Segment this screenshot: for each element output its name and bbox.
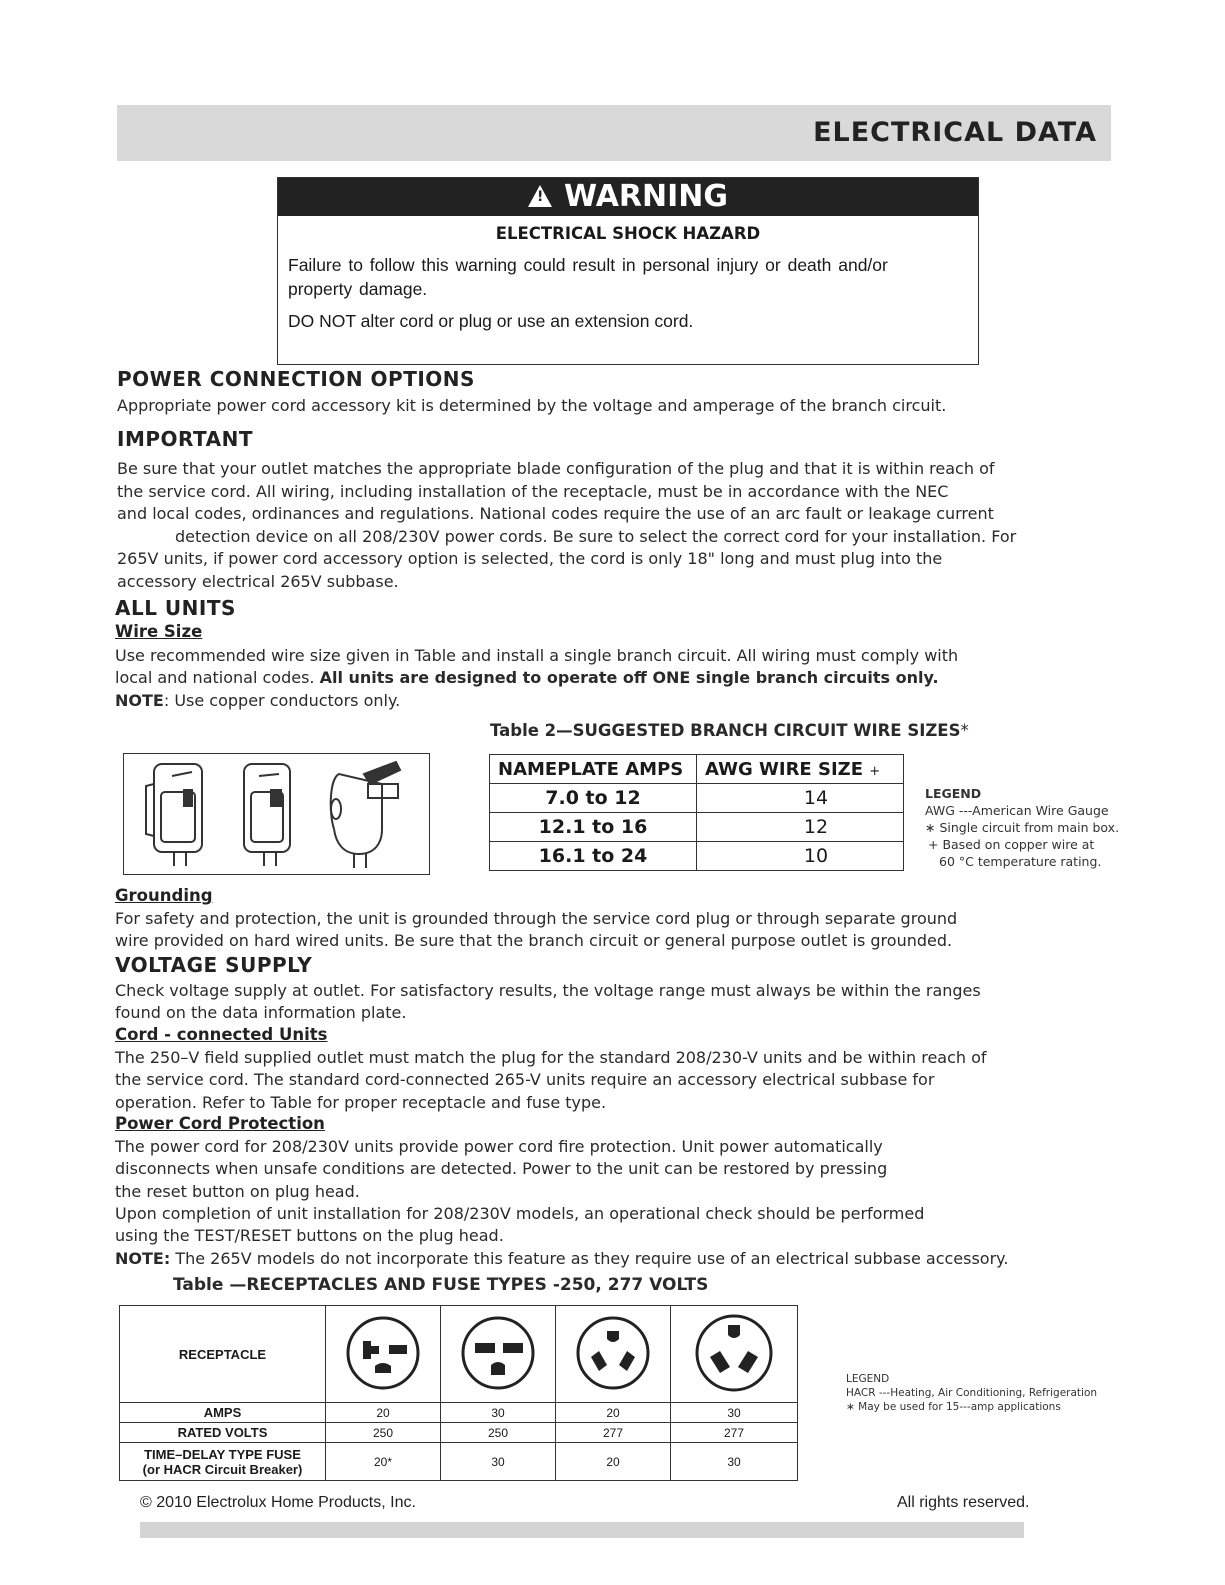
grounding-heading: Grounding [115, 886, 213, 905]
important-title: IMPORTANT [117, 427, 253, 451]
receptacle-20-277-icon [556, 1306, 671, 1403]
power-title: POWER CONNECTION OPTIONS [117, 367, 475, 391]
table-header-awg-text: AWG WIRE SIZE [705, 758, 864, 780]
table-cell: 250 [441, 1423, 556, 1443]
warning-line-1: Failure to follow this warning could result in personal injury or death and/or [288, 255, 888, 275]
copper-note [115, 690, 400, 713]
row-label-fuse-line-2: (or HACR Circuit Breaker) [142, 1461, 303, 1477]
table-row [120, 1423, 798, 1443]
cord-line-2: the service cord. The standard cord-connected 265-V units require an accessory electrical subbase for [115, 1070, 935, 1089]
plug-drawings [124, 754, 429, 874]
table-header-row [490, 755, 904, 784]
table3-caption: Table —RECEPTACLES AND FUSE TYPES -250, 277 VOLTS [173, 1275, 709, 1295]
row-label-amps: AMPS [120, 1403, 326, 1423]
row-label-receptacle: RECEPTACLE [120, 1306, 326, 1403]
table3-legend [846, 1372, 1097, 1414]
legend-title: LEGEND [925, 786, 982, 801]
grounding-line-2: wire provided on hard wired units. Be sure that the branch circuit or general purpose outlet is grounded. [115, 931, 953, 950]
page-title: ELECTRICAL DATA [813, 117, 1097, 148]
table-cell: 20* [326, 1443, 441, 1481]
warning-subheading: ELECTRICAL SHOCK HAZARD [495, 224, 761, 243]
note-label: NOTE: [115, 1249, 171, 1268]
table-cell: 30 [671, 1403, 798, 1423]
footer-bar [140, 1522, 1024, 1538]
table-row [490, 813, 904, 842]
table2-legend [925, 785, 1119, 870]
voltage-title: VOLTAGE SUPPLY [115, 953, 313, 977]
table-cell-awg: 14 [697, 784, 904, 813]
legend-line: ∗ May be used for 15---amp applications [846, 1401, 1061, 1413]
table-cell: 30 [441, 1403, 556, 1423]
legend-line: + Based on copper wire at [928, 837, 1095, 852]
legend-title: LEGEND [846, 1373, 890, 1385]
table-cell: 20 [326, 1403, 441, 1423]
legend-line: ∗ Single circuit from main box. [925, 820, 1120, 835]
table-cell-amps: 16.1 to 24 [490, 842, 697, 871]
important-line-3: and local codes, ordinances and regulations. National codes require the use of an arc fault or leakage current [117, 504, 994, 523]
cord-line-1: The 250–V field supplied outlet must match the plug for the standard 208/230-V units and be within reach of [115, 1048, 987, 1067]
table-header-amps: NAMEPLATE AMPS [490, 755, 697, 784]
voltage-line-1: Check voltage supply at outlet. For satisfactory results, the voltage range must always be within the ranges [115, 981, 981, 1000]
wire-size-line-1: Use recommended wire size given in Table and install a single branch circuit. All wiring must comply with [115, 646, 959, 665]
legend-line: AWG ---American Wire Gauge [925, 803, 1109, 818]
wire-size-line-2-bold: All units are designed to operate off ONE single branch circuits only. [319, 668, 939, 687]
copyright: © 2010 Electrolux Home Products, Inc. [140, 1494, 416, 1511]
grounding-line-1: For safety and protection, the unit is grounded through the service cord plug or through separate ground [115, 909, 958, 928]
rights-reserved: All rights reserved. [897, 1494, 1030, 1511]
table-cell-awg: 10 [697, 842, 904, 871]
warning-line-2: property damage. [288, 279, 428, 299]
important-line-2: the service cord. All wiring, including installation of the receptacle, must be in accordance with the NEC [117, 482, 949, 501]
table-row [120, 1443, 798, 1481]
warning-text [288, 253, 968, 301]
table-cell: 30 [441, 1443, 556, 1481]
table-cell: 277 [556, 1423, 671, 1443]
protection-line-3: the reset button on plug head. [115, 1182, 360, 1201]
table-header-awg-mark: + [869, 763, 881, 779]
important-line-1: Be sure that your outlet matches the appropriate blade configuration of the plug and that it is within reach of [117, 459, 995, 478]
table-cell: 20 [556, 1443, 671, 1481]
table-cell: 20 [556, 1403, 671, 1423]
warning-header [278, 178, 978, 216]
wire-size-line-2 [115, 667, 939, 690]
warning-heading: WARNING [563, 179, 729, 214]
table-cell: 250 [326, 1423, 441, 1443]
protection-line-4: Upon completion of unit installation for 208/230V models, an operational check should be performed [115, 1204, 925, 1223]
table2-caption [490, 720, 969, 743]
table-row [120, 1403, 798, 1423]
note-text: : Use copper conductors only. [163, 691, 401, 710]
power-text: Appropriate power cord accessory kit is determined by the voltage and amperage of the branch circuit. [117, 396, 947, 415]
protection-line-2: disconnects when unsafe conditions are detected. Power to the unit can be restored by pressing [115, 1159, 888, 1178]
subbase-note [115, 1248, 1008, 1271]
plug-illustration [123, 753, 430, 875]
note-label: NOTE [115, 691, 164, 710]
receptacle-30-277-icon [671, 1306, 798, 1403]
warning-triangle-icon: ! [528, 185, 552, 207]
table2-caption-mark: * [960, 721, 969, 740]
cord-heading: Cord - connected Units [115, 1025, 328, 1044]
table-row [490, 784, 904, 813]
table-cell: 277 [671, 1423, 798, 1443]
protection-heading: Power Cord Protection [115, 1114, 325, 1133]
plug-1-icon [146, 764, 202, 866]
wire-size-table [489, 754, 904, 871]
important-line-5: 265V units, if power cord accessory option is selected, the cord is only 18" long and must plug into the [117, 549, 943, 568]
legend-line: HACR ---Heating, Air Conditioning, Refrigeration [846, 1387, 1098, 1399]
receptacle-20-250-icon [326, 1306, 441, 1403]
receptacle-row [120, 1306, 798, 1403]
table2-caption-text: Table 2—SUGGESTED BRANCH CIRCUIT WIRE SIZES [490, 721, 961, 740]
all-units-title: ALL UNITS [115, 596, 236, 620]
table-cell-amps: 12.1 to 16 [490, 813, 697, 842]
cord-line-3: operation. Refer to Table for proper receptacle and fuse type. [115, 1093, 607, 1112]
table-cell-amps: 7.0 to 12 [490, 784, 697, 813]
row-label-fuse-line-1: TIME–DELAY TYPE FUSE [144, 1446, 301, 1462]
important-line-6: accessory electrical 265V subbase. [117, 572, 399, 591]
legend-line: 60 °C temperature rating. [939, 854, 1102, 869]
wire-size-heading: Wire Size [115, 622, 203, 641]
voltage-line-2: found on the data information plate. [115, 1003, 407, 1022]
important-line-4: detection device on all 208/230V power cords. Be sure to select the correct cord for your installation. For [175, 527, 1017, 546]
table-cell: 30 [671, 1443, 798, 1481]
protection-line-5: using the TEST/RESET buttons on the plug head. [115, 1226, 504, 1245]
row-label-volts: RATED VOLTS [120, 1423, 326, 1443]
row-label-fuse [120, 1443, 326, 1481]
table-header-awg [697, 755, 904, 784]
warning-box [277, 177, 979, 365]
wire-size-line-2-normal: local and national codes. [115, 668, 320, 687]
warning-line-3: DO NOT alter cord or plug or use an extension cord. [288, 311, 694, 331]
note-text: The 265V models do not incorporate this feature as they require use of an electrical subbase accessory. [170, 1249, 1009, 1268]
receptacle-30-250-icon [441, 1306, 556, 1403]
table-row [490, 842, 904, 871]
protection-line-1: The power cord for 208/230V units provide power cord fire protection. Unit power automatically [115, 1137, 883, 1156]
plug-3-icon [331, 762, 400, 868]
header-bar [117, 105, 1111, 161]
table-cell-awg: 12 [697, 813, 904, 842]
receptacle-table [119, 1305, 798, 1481]
plug-2-icon [244, 764, 290, 866]
